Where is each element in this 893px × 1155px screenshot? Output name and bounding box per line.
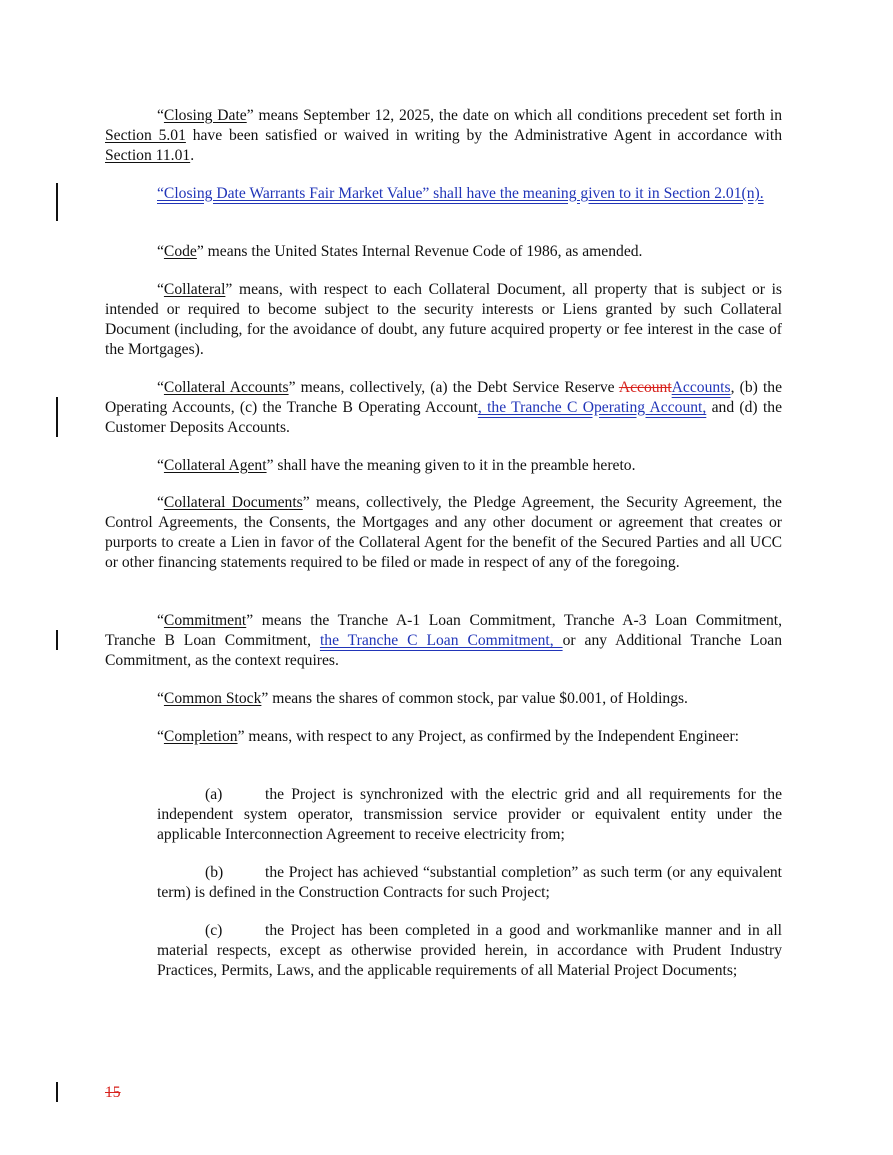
inserted-text: the Tranche C Loan Commitment, bbox=[319, 632, 563, 649]
deleted-text: Account bbox=[618, 379, 672, 396]
item-label: (c) bbox=[205, 922, 223, 939]
inserted-text: , the Tranche C Operating Account, bbox=[477, 399, 707, 416]
defined-term: Completion bbox=[163, 728, 238, 745]
completion-item-c: (c) the Project has been completed in a good and workmanlike manner and in all material respects, except as otherwise provided herein, in accordance with Prudent Industry Practices, Permits, Laws, and the applicable requirements of all Material Project Documents; bbox=[157, 922, 782, 979]
change-bar bbox=[56, 1082, 58, 1102]
definition-closing-date-warrants bbox=[105, 184, 782, 204]
definition-commitment: “Commitment” means the Tranche A-1 Loan Commitment, Tranche A-3 Loan Commitment, Tranche B Loan Commitment, the Tranche C Loan Commitment, or any Additional Tranche Loan Commitment, as the context requires. bbox=[105, 612, 782, 669]
completion-item-a: (a) the Project is synchronized with the electric grid and all requirements for the independent system operator, transmission service provider or equivalent entity under the applicable Interconnection Agreement to receive electricity from; bbox=[157, 786, 782, 843]
inserted-text: Accounts bbox=[671, 379, 731, 396]
defined-term: Code bbox=[163, 243, 197, 260]
definition-collateral-agent: “Collateral Agent” shall have the meaning given to it in the preamble hereto. bbox=[157, 457, 636, 474]
definition-collateral: “Collateral” means, with respect to each Collateral Document, all property that is subject or is intended or required to become subject to the security interests or Liens granted by such Collateral Document (including, for the avoidance of doubt, any future acquired property or fee interest in the case of the Mortgages). bbox=[105, 281, 782, 358]
definition-completion: “Completion” means, with respect to any Project, as confirmed by the Independent Engineer: bbox=[157, 728, 739, 745]
defined-term: Collateral bbox=[163, 281, 226, 298]
definition-collateral-documents: “Collateral Documents” means, collectively, the Pledge Agreement, the Security Agreement, the Control Agreements, the Consents, the Mortgages and any other document or agreement that creates or purports to create a Lien in favor of the Collateral Agent for the benefit of the Secured Parties and all UCC or other financing statements required to be filed or made in respect of any of the foregoing. bbox=[105, 494, 782, 571]
change-bar bbox=[56, 183, 58, 221]
change-bar bbox=[56, 630, 58, 650]
defined-term: Collateral Accounts bbox=[163, 379, 289, 396]
inserted-text: “Closing Date Warrants Fair Market Value” shall have the meaning given to it in Section 2.01(n). bbox=[157, 185, 764, 202]
section-reference: Section 11.01 bbox=[105, 147, 191, 164]
defined-term: Collateral Documents bbox=[163, 494, 303, 511]
definition-code: “Code” means the United States Internal Revenue Code of 1986, as amended. bbox=[157, 243, 643, 260]
item-label: (b) bbox=[205, 864, 224, 881]
definition-closing-date: “Closing Date” means September 12, 2025, the date on which all conditions precedent set forth in Section 5.01 have been satisfied or waived in writing by the Administrative Agent in accordance with Section 11.01. bbox=[105, 107, 782, 164]
defined-term: Common Stock bbox=[163, 690, 262, 707]
definition-collateral-accounts: “Collateral Accounts” means, collectively, (a) the Debt Service Reserve AccountAccounts, (b) the Operating Accounts, (c) the Tranche B Operating Account, the Tranche C Operating Account, and (d) the Customer Deposits Accounts. bbox=[105, 379, 783, 436]
page-number: 15 bbox=[105, 1084, 121, 1101]
defined-term: Collateral Agent bbox=[163, 457, 267, 474]
defined-term: Commitment bbox=[163, 612, 247, 629]
item-label: (a) bbox=[205, 786, 223, 803]
completion-item-b: (b) the Project has achieved “substantial completion” as such term (or any equivalent term) is defined in the Construction Contracts for such Project; bbox=[157, 864, 782, 901]
section-reference: Section 5.01 bbox=[105, 127, 186, 144]
definition-common-stock: “Common Stock” means the shares of common stock, par value $0.001, of Holdings. bbox=[157, 690, 688, 707]
defined-term: Closing Date bbox=[163, 107, 247, 124]
change-bar bbox=[56, 397, 58, 437]
